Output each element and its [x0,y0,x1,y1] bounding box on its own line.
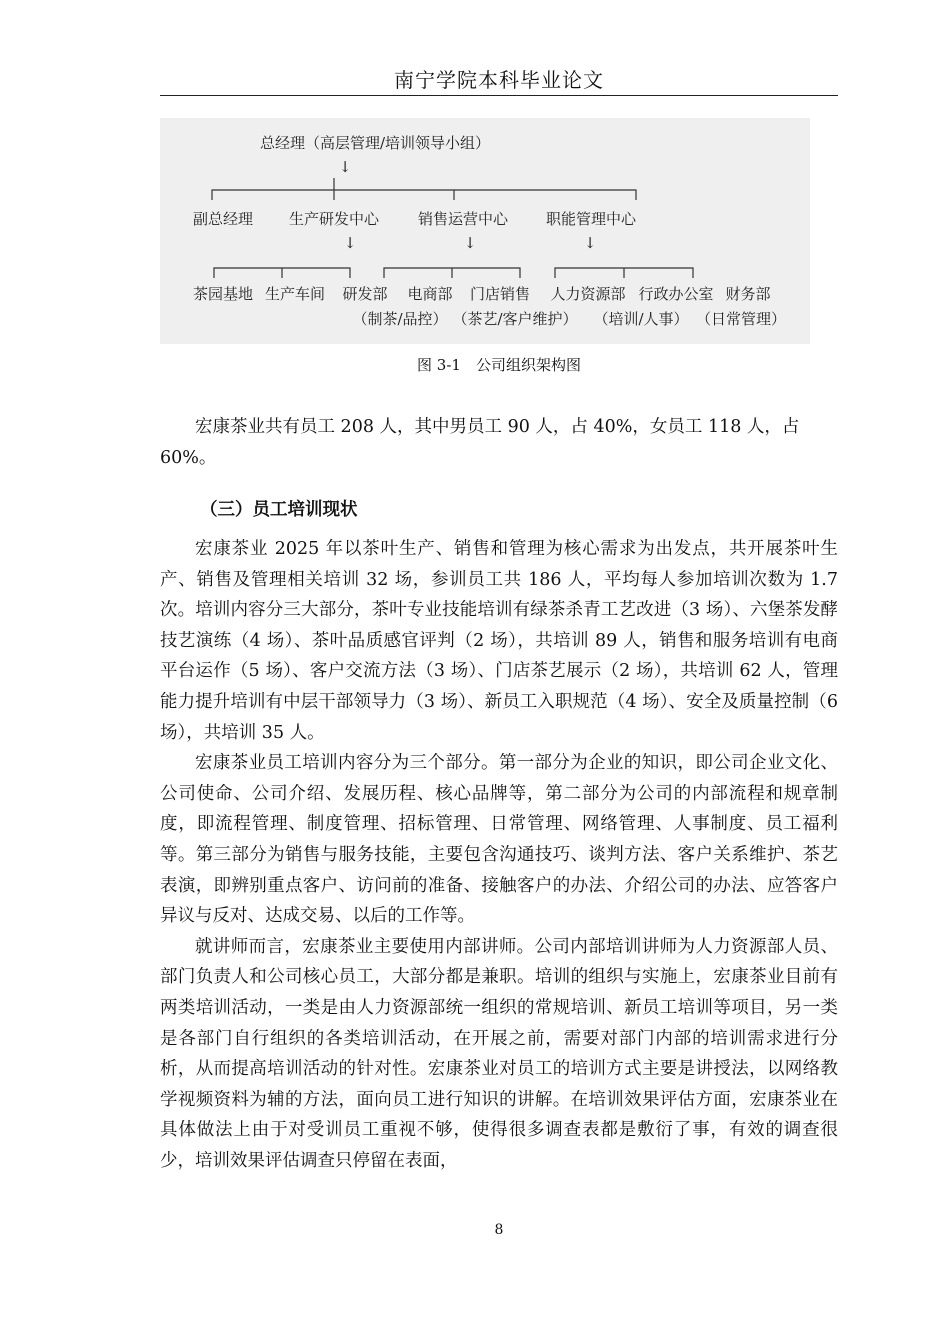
org-node-level3: 茶园基地 [192,285,254,303]
paragraph: 宏康茶业员工培训内容分为三个部分。第一部分为企业的知识，即公司企业文化、公司使命、公司介绍、发展历程、核心品牌等，第二部分为公司的内部流程和规章制度，即流程管理、制度管理、招标管理、日常管理、网络管理、人事制度、员工福利等。第三部分为销售与服务技能，主要包含沟通技巧、谈判方法、客户关系维护、茶艺表演，即辨别重点客户、访问前的准备、接触客户的办法、介绍公司的办法、应答客户异议与反对、达成交易、以后的工作等。 [160,753,838,927]
org-node-level2: 生产研发中心 [288,210,380,228]
org-node-top: 总经理（高层管理/培训领导小组） [260,134,491,152]
header-rule [160,95,838,96]
intro-paragraph [160,412,838,473]
org-node-level3: 门店销售 [469,285,531,303]
org-note: （培训/人事） [593,310,689,328]
intro-line-1: 宏康茶业共有员工 208 人，其中男员工 90 人，占 40%，女员工 118 人，占 [195,417,800,437]
org-connector [212,178,636,200]
org-note: （日常管理） [695,310,787,328]
org-chart [160,118,810,344]
org-note: （制茶/品控） [352,310,448,328]
org-node-level3: 财务部 [725,285,771,303]
org-connector [214,268,350,278]
org-arrow: ↓ [343,234,357,252]
intro-line-2: 60%。 [160,447,217,468]
org-arrow: ↓ [338,158,352,176]
org-connector [555,268,693,278]
org-node-level3: 人力资源部 [550,285,626,303]
org-node-level3: 研发部 [342,285,388,303]
paragraph: 宏康茶业 2025 年以茶叶生产、销售和管理为核心需求为出发点，共开展茶叶生产、销售及管理相关培训 32 场，参训员工共 186 人，平均每人参加培训次数为 1.7 次。培训内容分三大部分，茶叶专业技能培训有绿茶杀青工艺改进（3 场）、六堡茶发酵技艺演练（4 场）、茶叶品质感官评判（2 场），共培训 89 人，销售和服务培训有电商平台运作（5 场）、客户交流方法（3 场）、门店茶艺展示（2 场），共培训 62 人，管理能力提升培训有中层干部领导力（3 场）、新员工入职规范（4 场）、安全及质量控制（6 场），共培训 35 人。 [160,539,838,743]
org-node-level2: 职能管理中心 [545,210,637,228]
section-heading: （三）员工培训现状 [200,500,358,520]
org-node-level3: 行政办公室 [638,285,714,303]
paragraph: 就讲师而言，宏康茶业主要使用内部讲师。公司内部培训讲师为人力资源部人员、部门负责人和公司核心员工，大部分都是兼职。培训的组织与实施上，宏康茶业目前有两类培训活动，一类是由人力资源部统一组织的常规培训、新员工培训等项目，另一类是各部门自行组织的各类培训活动，在开展之前，需要对部门内部的培训需求进行分析，从而提高培训活动的针对性。宏康茶业对员工的培训方式主要是讲授法，以网络教学视频资料为辅的方法，面向员工进行知识的讲解。在培训效果评估方面，宏康茶业在具体做法上由于对受训员工重视不够，使得很多调查表都是敷衍了事，有效的调查很少，培训效果评估调查只停留在表面， [160,936,838,1171]
org-arrow: ↓ [583,234,597,252]
org-note: （茶艺/客户维护） [452,310,578,328]
org-node-level2: 副总经理 [192,210,254,228]
org-node-level2: 销售运营中心 [417,210,509,228]
page-number: 8 [494,1222,504,1238]
org-arrow: ↓ [463,234,477,252]
org-node-level3: 生产车间 [264,285,326,303]
page-header-title: 南宁学院本科毕业论文 [394,68,604,92]
body-text [160,534,838,1176]
figure-caption: 图 3-1 公司组织架构图 [417,356,581,374]
org-node-level3: 电商部 [407,285,453,303]
org-connector [384,268,520,278]
org-chart-figure [160,118,810,344]
